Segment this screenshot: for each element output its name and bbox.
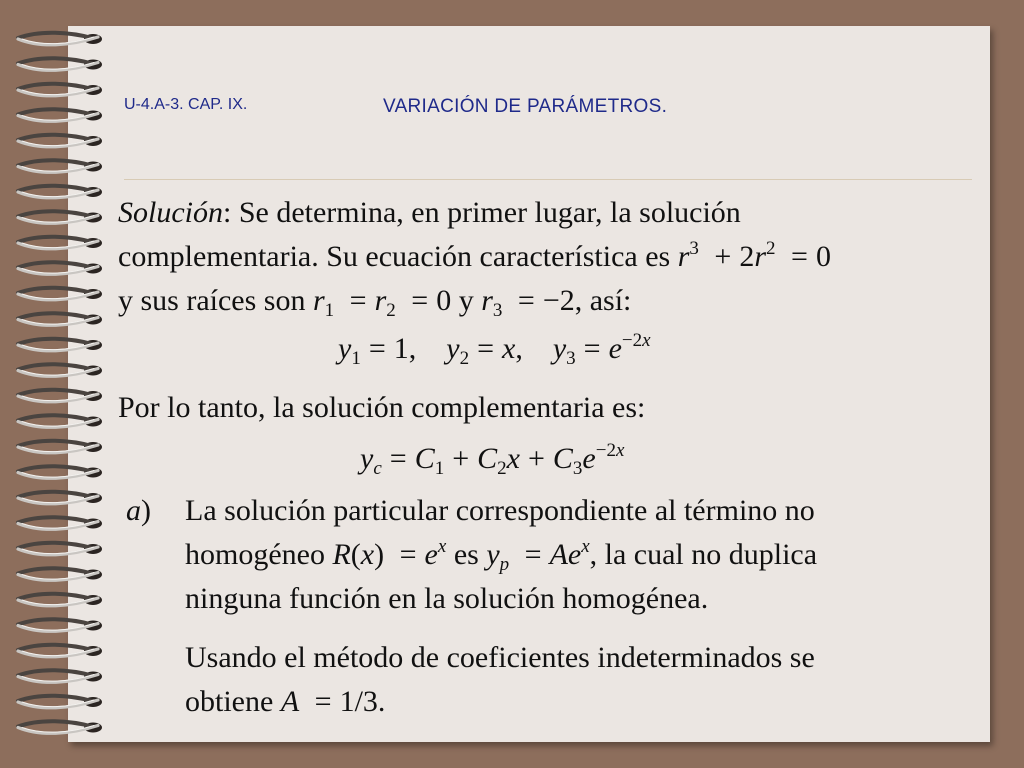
spiral-ring — [18, 262, 102, 274]
spiral-ring — [18, 135, 102, 147]
item-a-text — [185, 489, 985, 621]
spiral-ring — [18, 84, 102, 96]
solution-line-1-text: : Se determina, en primer lugar, la solución — [223, 196, 741, 229]
item-a-line-2-mid: es — [446, 538, 487, 571]
spiral-ring — [18, 645, 102, 657]
spiral-ring — [18, 619, 102, 631]
spiral-ring — [18, 466, 102, 478]
conclusion-line-2-end: . — [377, 685, 386, 718]
complementary-intro — [118, 386, 988, 430]
spiral-ring — [18, 288, 102, 300]
spiral-ring — [18, 696, 102, 708]
conclusion-line-1: Usando el método de coeficientes indeterminados se — [185, 641, 815, 674]
particular-solution: $y_p = Ae^x$ — [486, 536, 590, 575]
spiral-ring — [18, 568, 102, 580]
spiral-ring — [18, 390, 102, 402]
conclusion-line-2 — [185, 680, 985, 724]
solution-line-3-end: , así: — [574, 284, 632, 317]
solution-line-1 — [118, 191, 988, 235]
spiral-ring — [18, 441, 102, 453]
characteristic-equation-rendered: $r^3 + 2r^2 = 0$ — [677, 238, 831, 273]
roots-equation-rendered: $r_1 = r_2 = 0$ y $r_3 = -2$ — [312, 284, 575, 321]
spiral-ring — [18, 339, 102, 351]
item-a-line-2 — [185, 533, 985, 577]
spiral-ring — [18, 594, 102, 606]
item-a-line-2-text: homogéneo — [185, 538, 333, 571]
spiral-ring — [18, 313, 102, 325]
item-a-line-3: ninguna función en la solución homogénea. — [185, 582, 709, 615]
spiral-ring — [18, 109, 102, 121]
coefficient-result: A = 1/3 — [280, 685, 378, 718]
spiral-ring — [18, 160, 102, 172]
chapter-code: U-4.A-3. CAP. IX. — [124, 96, 248, 113]
conclusion-line-2-text: obtiene — [185, 685, 281, 718]
spiral-ring — [18, 58, 102, 70]
spiral-ring — [18, 492, 102, 504]
header-divider — [124, 179, 972, 180]
item-a-line-1: La solución particular correspondiente al término no — [185, 494, 815, 527]
conclusion-paragraph — [185, 636, 985, 724]
spiral-ring — [18, 670, 102, 682]
spiral-binding — [0, 0, 130, 768]
spiral-ring — [18, 517, 102, 529]
spiral-ring — [18, 186, 102, 198]
item-a-line-2-end: , la cual no duplica — [589, 538, 818, 571]
spiral-ring — [18, 211, 102, 223]
spiral-ring — [18, 237, 102, 249]
spiral-ring — [18, 721, 102, 733]
notebook-page — [68, 26, 990, 742]
solution-line-2 — [118, 235, 988, 279]
spiral-ring — [18, 364, 102, 376]
complementary-intro-text: Por lo tanto, la solución complementaria es: — [118, 391, 646, 424]
spiral-ring — [18, 415, 102, 427]
solution-paragraph — [118, 191, 988, 323]
spiral-ring — [18, 33, 102, 45]
solution-line-3 — [118, 279, 988, 323]
complementary-solution-equation: $y_c = C_1 + C_2x + C_3e^{-2x}$ — [360, 440, 625, 479]
forcing-term: $R(x) = e^x$ — [332, 536, 447, 571]
solution-line-2-text: complementaria. Su ecuación característica es — [118, 240, 678, 273]
item-a-label: a) — [126, 494, 151, 527]
spiral-ring — [18, 543, 102, 555]
slide-title: VARIACIÓN DE PARÁMETROS. — [383, 96, 668, 117]
solution-line-3-text: y sus raíces son — [118, 284, 313, 317]
roots-solutions-equation: $y_1 = 1$, $y_2 = x$, $y_3 = e^{-2x}$ — [338, 330, 651, 369]
solution-label: Solución — [118, 196, 223, 229]
